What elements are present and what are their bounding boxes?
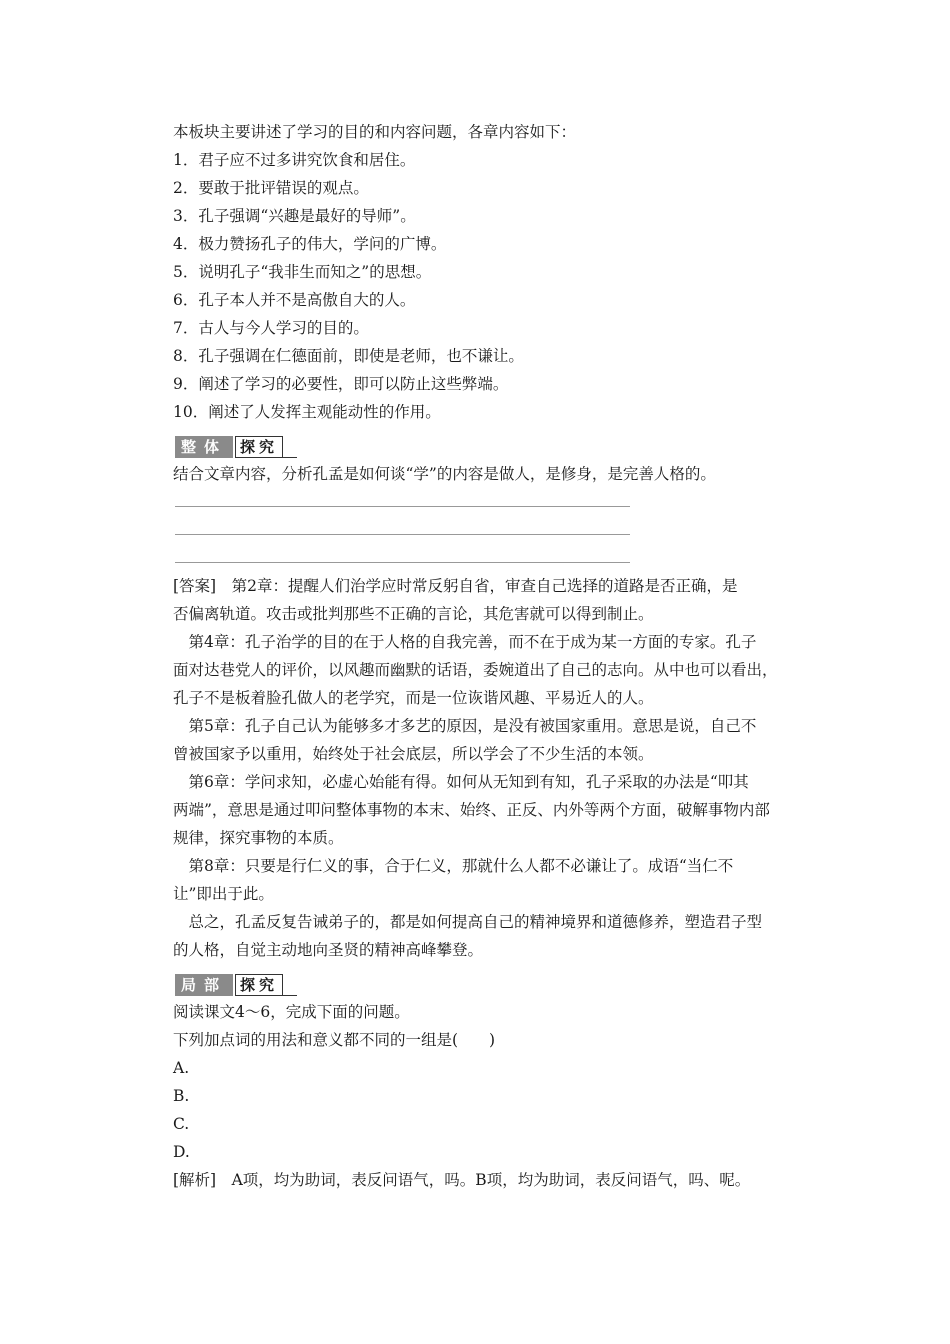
answer-blank-line: [173, 488, 823, 516]
chapter-item: 5．说明孔子“我非生而知之”的思想。: [173, 263, 432, 281]
answer-line: 两端”，意思是通过叩问整体事物的本末、始终、正反、内外等两个方面，破解事物内部: [173, 801, 770, 819]
section-label-b: 探究: [235, 436, 283, 458]
option-b: B.: [173, 1087, 190, 1105]
answer-tag: [答案]: [173, 577, 217, 595]
chapter-item: 9．阐述了学习的必要性，即可以防止这些弊端。: [173, 375, 509, 393]
intro-text: 本板块主要讲述了学习的目的和内容问题，各章内容如下：: [173, 123, 577, 141]
chapter-item: 7．古人与今人学习的目的。: [173, 319, 369, 337]
answer-line: [173, 768, 823, 796]
answer-line: 曾被国家予以重用，始终处于社会底层，所以学会了不少生活的本领。: [173, 745, 654, 763]
section-heading-partial: [175, 968, 823, 996]
option-c: C.: [173, 1115, 190, 1133]
section-label-a: 整体: [175, 436, 233, 458]
heading-tail-line: [283, 453, 297, 458]
chapter-item: 3．孔子强调“兴趣是最好的导师”。: [173, 207, 416, 225]
question-text: 下列加点词的用法和意义都不同的一组是( ): [173, 1031, 496, 1049]
answer-text: 总之，孔孟反复告诫弟子的，都是如何提高自己的精神境界和道德修养，塑造君子型: [188, 913, 763, 931]
answer-text: 第6章：学问求知，必虚心始能有得。如何从无知到有知，孔子采取的办法是“叩其: [188, 773, 749, 791]
answer-text: 第5章：孔子自己认为能够多才多艺的原因，是没有被国家重用。意思是说，自己不: [188, 717, 757, 735]
answer-blank-line: [173, 544, 823, 572]
answer-line: [173, 908, 823, 936]
section-label-a: 局部: [175, 974, 233, 996]
answer-line: 规律，探究事物的本质。: [173, 829, 344, 847]
answer-line: [173, 628, 823, 656]
answer-line: [173, 572, 823, 600]
answer-line: 否偏离轨道。攻击或批判那些不正确的言论，其危害就可以得到制止。: [173, 605, 654, 623]
chapter-item: 2．要敢于批评错误的观点。: [173, 179, 369, 197]
chapter-item: 8．孔子强调在仁德面前，即使是老师，也不谦让。: [173, 347, 524, 365]
analysis-text: A项，均为助词，表反问语气，吗。B项，均为助词，表反问语气，吗、呢。: [216, 1171, 751, 1189]
answer-line: 面对达巷党人的评价，以风趣而幽默的话语，委婉道出了自己的志向。从中也可以看出，: [173, 661, 778, 679]
answer-text: 第2章：提醒人们治学应时常反躬自省，审查自己选择的道路是否正确，是: [216, 577, 738, 595]
answer-line: 让”即出于此。: [173, 885, 274, 903]
answer-line: 孔子不是板着脸孔做人的老学究，而是一位诙谐风趣、平易近人的人。: [173, 689, 654, 707]
answer-line: 的人格，自觉主动地向圣贤的精神高峰攀登。: [173, 941, 484, 959]
option-d: D.: [173, 1143, 190, 1161]
chapter-item: 10．阐述了人发挥主观能动性的作用。: [173, 403, 441, 421]
chapter-item: 6．孔子本人并不是高傲自大的人。: [173, 291, 416, 309]
section-heading-overall: [175, 430, 823, 458]
answer-text: 第4章：孔子治学的目的在于人格的自我完善，而不在于成为某一方面的专家。孔子: [188, 633, 757, 651]
option-a: A.: [173, 1059, 190, 1077]
heading-tail-line: [283, 991, 297, 996]
analysis-line: [173, 1166, 823, 1194]
answer-line: [173, 852, 823, 880]
answer-blank-line: [173, 516, 823, 544]
chapter-item: 4．极力赞扬孔子的伟大，学问的广博。: [173, 235, 447, 253]
document-page: [173, 118, 823, 1194]
answer-text: 第8章：只要是行仁义的事，合于仁义，那就什么人都不必谦让了。成语“当仁不: [188, 857, 734, 875]
chapter-item: 1．君子应不过多讲究饮食和居住。: [173, 151, 416, 169]
analysis-tag: [解析]: [173, 1171, 217, 1189]
reading-instruction: 阅读课文4～6，完成下面的问题。: [173, 1003, 410, 1021]
question-text: 结合文章内容，分析孔孟是如何谈“学”的内容是做人，是修身，是完善人格的。: [173, 465, 716, 483]
section-label-b: 探究: [235, 974, 283, 996]
answer-line: [173, 712, 823, 740]
